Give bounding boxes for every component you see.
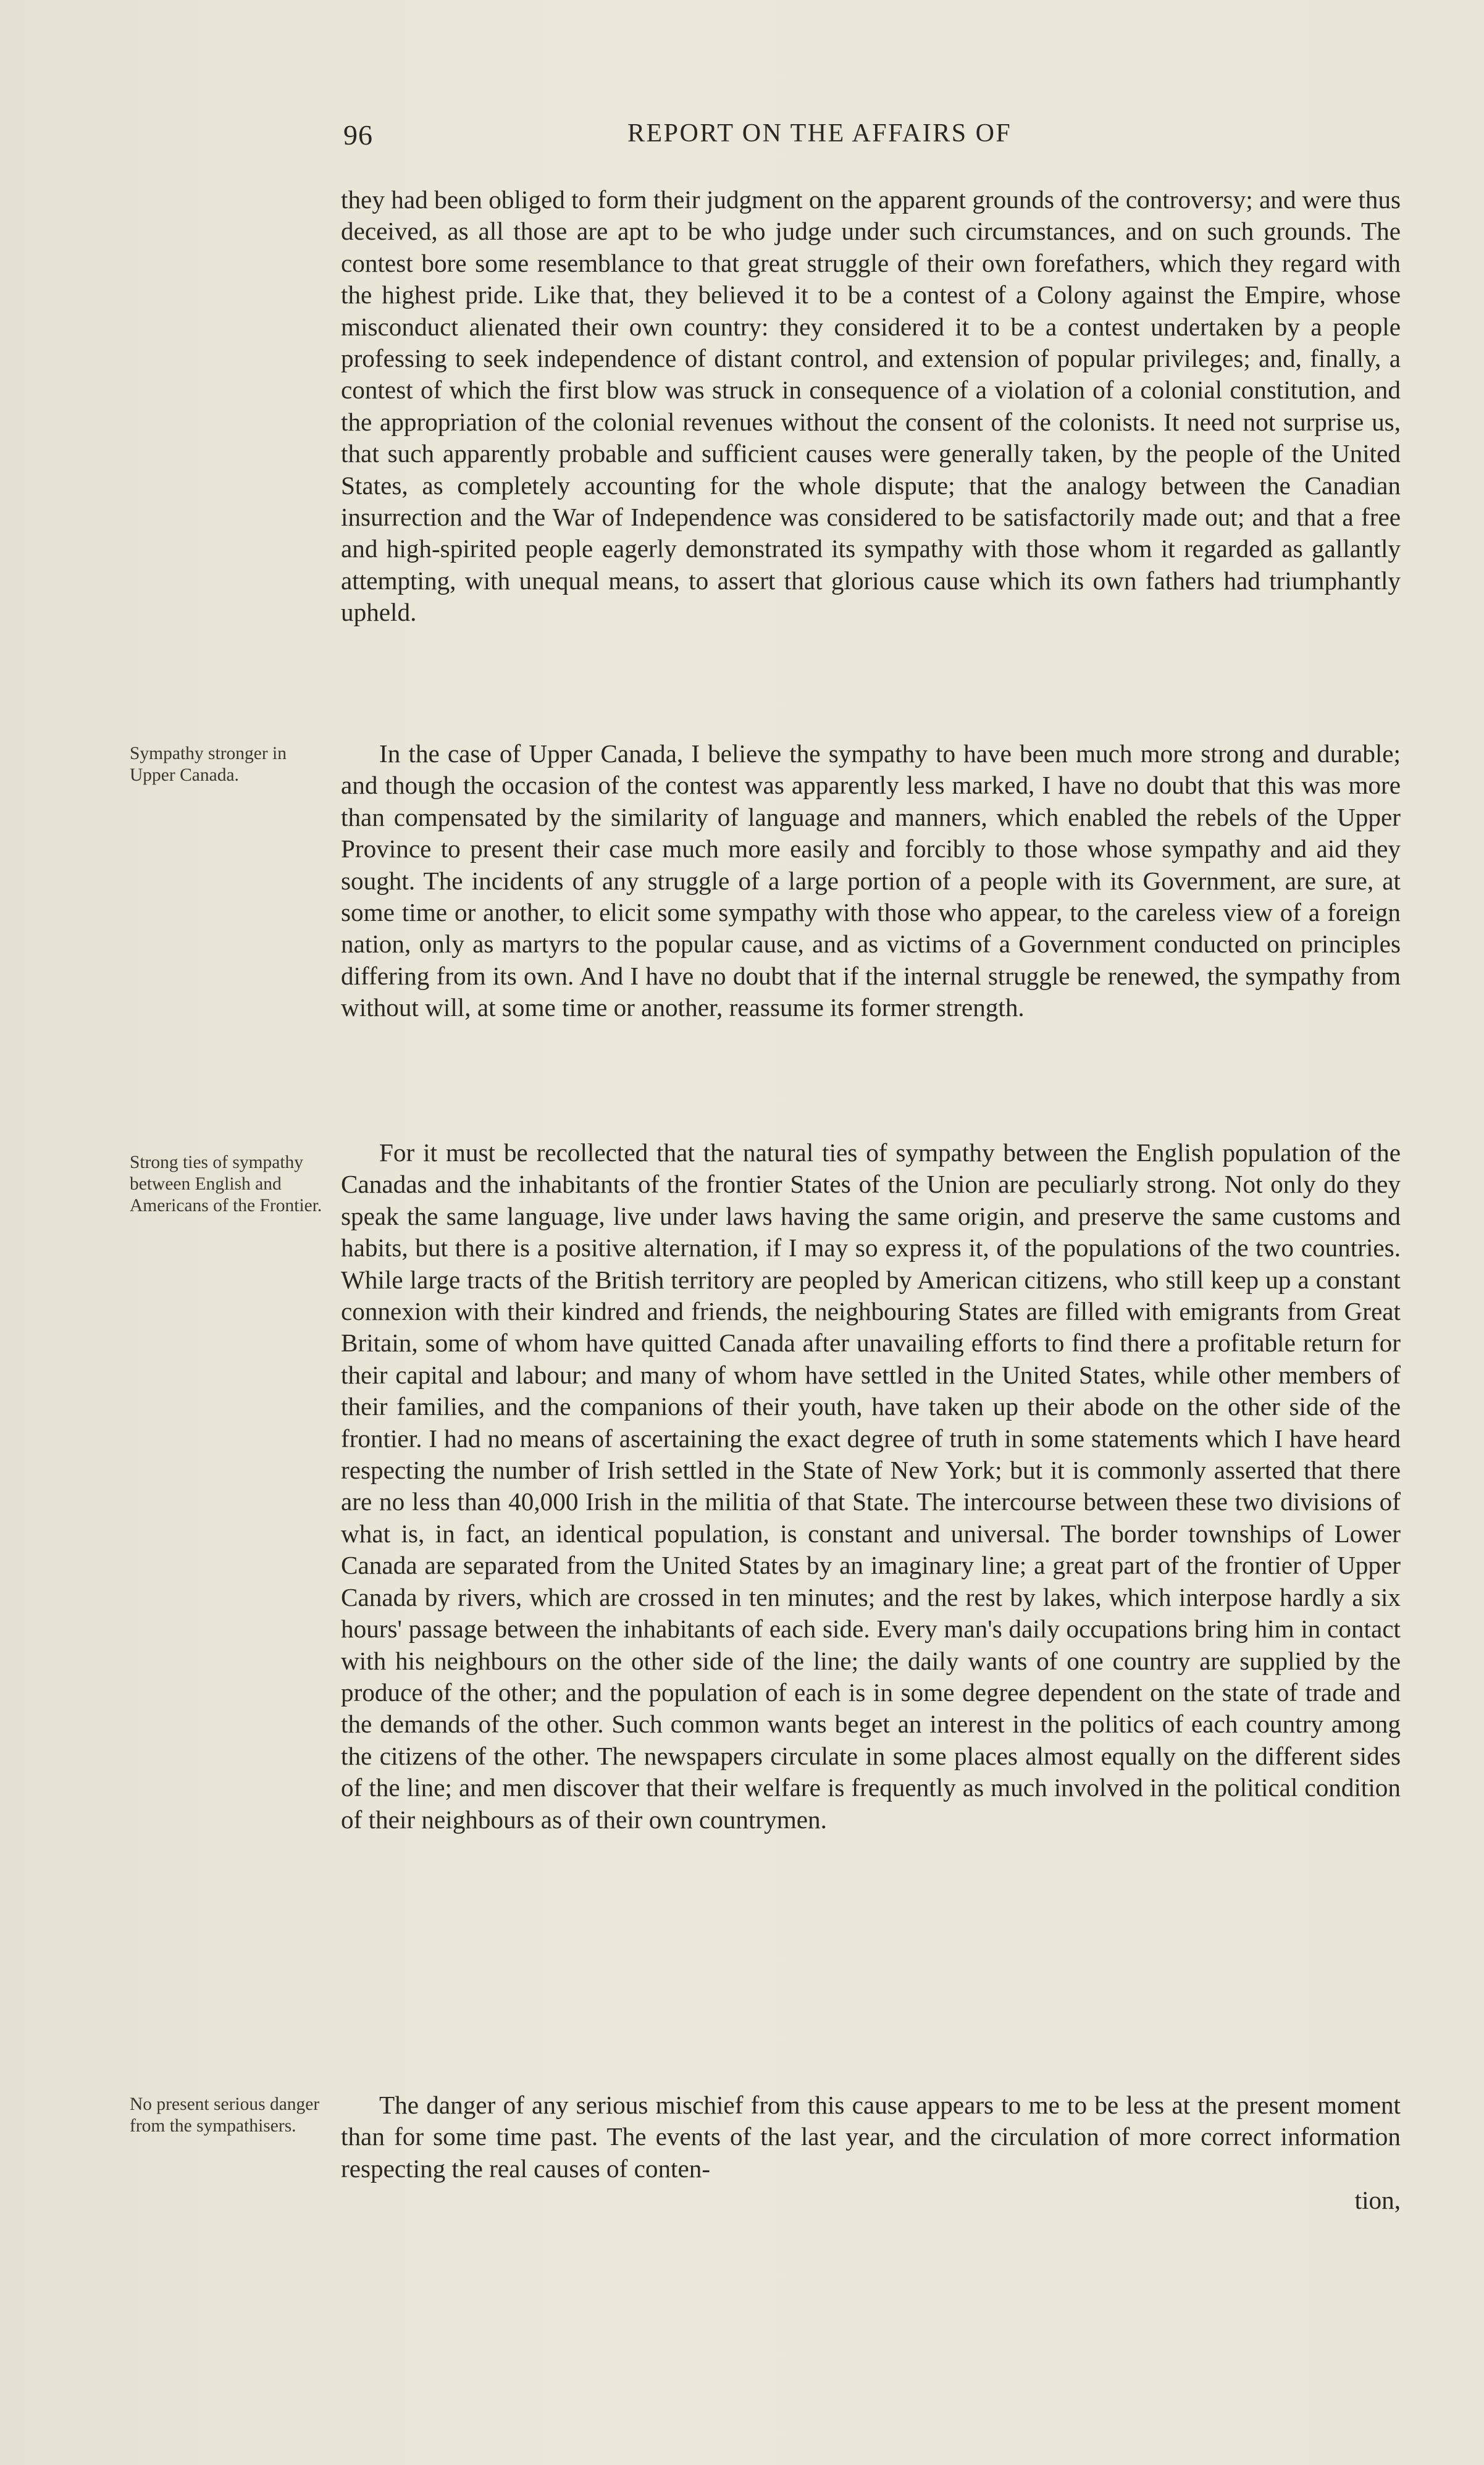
paragraph-3: For it must be recollected that the natural ties of sympathy between the English population of the Canadas and the inhabitants of the frontier States of the Union are peculiarly strong. Not only do they speak the same language, live under laws having the same origin, and preserve the same customs and habits, but there is a positive alternation, if I may so express it, of the populations of the two countries. While large tracts of the British territory are peopled by American citizens, who still keep up a constant connexion with their kindred and friends, the neighbouring States are filled with emigrants from Great Britain, some of whom have quitted Canada after unavailing efforts to find there a profitable return for their capital and labour; and many of whom have settled in the United States, while other members of their families, and the companions of their youth, have taken up their abode on the other side of the frontier. I had no means of ascertaining the exact degree of truth in some statements which I have heard respecting the number of Irish settled in the State of New York; but it is commonly asserted that there are no less than 40,000 Irish in the militia of that State. The intercourse between these two divisions of what is, in fact, an identical population, is constant and universal. The border townships of Lower Canada are separated from the United States by an imaginary line; a great part of the frontier of Upper Canada by rivers, which are crossed in ten minutes; and the rest by lakes, which interpose hardly a six hours' passage between the inhabitants of each side. Every man's daily occupations bring him in contact with his neighbours on the other side of the line; the daily wants of one country are supplied by the produce of the other; and the population of each is in some degree dependent on the state of trade and the demands of the other. Such common wants beget an interest in the politics of each country among the citizens of the other. The newspapers circulate in some places almost equally on the different sides of the line; and men discover that their welfare is frequently as much involved in the political condition of their neighbours as of their own countrymen.: [341, 1138, 1401, 1834]
page-header: [343, 119, 1401, 156]
marginal-note-3: No present serious danger from the sympathisers.: [130, 2094, 320, 2136]
marginal-note-2: Strong ties of sympathy between English and Americans of the Frontier.: [130, 1153, 322, 1216]
page-number: 96: [343, 119, 373, 151]
paragraph-4: [341, 2089, 1401, 2217]
paragraph-2: In the case of Upper Canada, I believe the sympathy to have been much more strong and durable; and though the occasion of the contest was apparently less marked, I have no doubt that this was more than compensated by the similarity of language and manners, which enabled the rebels of the Upper Province to present their case much more easily and forcibly to those whose sympathy and aid they sought. The incidents of any struggle of a large portion of a people with its Government, are sure, at some time or another, to elicit some sympathy with those who appear, to the careless view of a foreign nation, only as martyrs to the popular cause, and as victims of a Government conducted on principles differing from its own. And I have no doubt that if the internal struggle be renewed, the sympathy from without will, at some time or another, reassume its former strength.: [341, 739, 1401, 1022]
paragraph-4-text: The danger of any serious mischief from this cause appears to me to be less at the present moment than for some time past. The events of the last year, and the circulation of more correct information respecting the real causes of conten-: [341, 2091, 1401, 2183]
paragraph-1: they had been obliged to form their judgment on the apparent grounds of the controversy; and were thus deceived, as all those are apt to be who judge under such circumstances, and on such grounds. The contest bore some resemblance to that great struggle of their own forefathers, which they regard with the highest pride. Like that, they believed it to be a contest of a Colony against the Empire, whose misconduct alienated their own country: they considered it to be a contest undertaken by a people professing to seek independence of distant control, and extension of popular privileges; and, finally, a contest of which the first blow was struck in consequence of a violation of a colonial constitution, and the appropriation of the colonial revenues without the consent of the colonists. It need not surprise us, that such apparently probable and sufficient causes were generally taken, by the people of the United States, as completely accounting for the whole dispute; that the analogy between the Canadian insurrection and the War of Independence was considered to be satisfactorily made out; and that a free and high-spirited people eagerly demonstrated its sympathy with those whom it regarded as gallantly attempting, with unequal means, to assert that glorious cause which its own fathers had triumphantly upheld.: [341, 185, 1401, 627]
running-head: REPORT ON THE AFFAIRS OF: [627, 119, 1012, 148]
paragraph-4-continuation: tion,: [1354, 2186, 1401, 2215]
marginal-note-1: Sympathy stronger in Upper Canada.: [130, 744, 287, 785]
